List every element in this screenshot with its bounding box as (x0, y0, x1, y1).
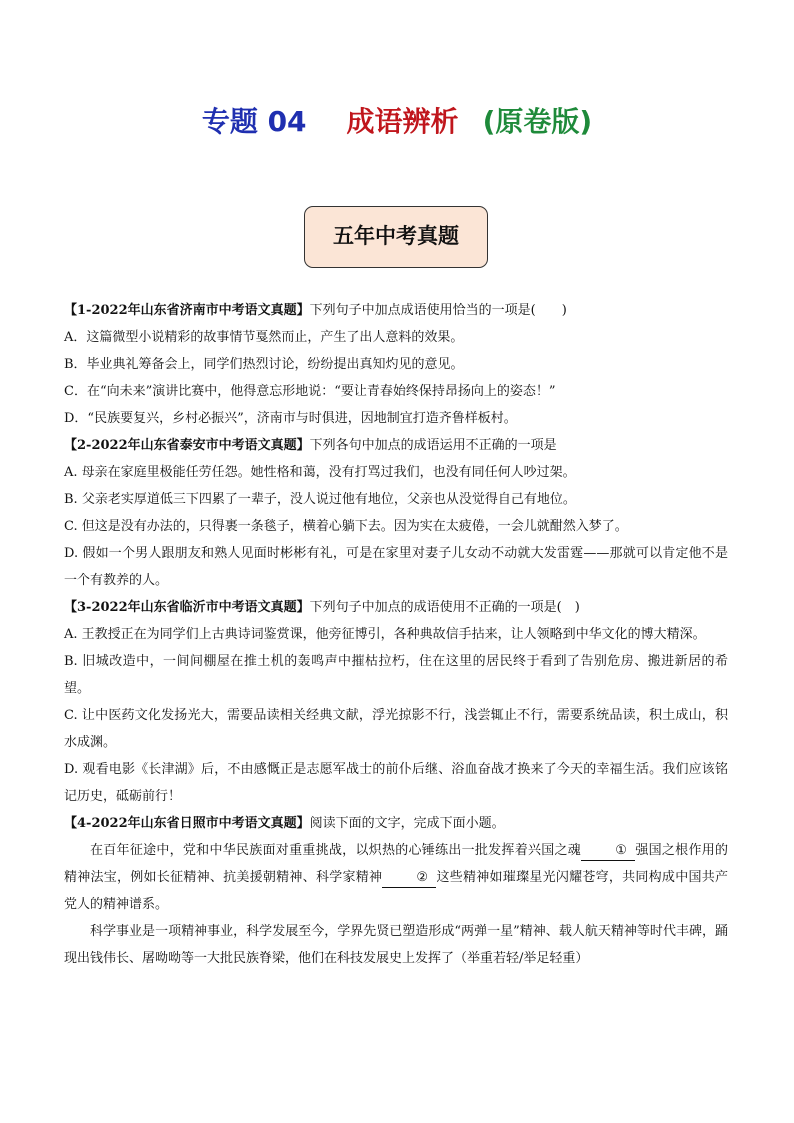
fill-blank-2: ② (382, 869, 436, 888)
question-1-text: 下列句子中加点成语使用恰当的一项是( ) (309, 303, 567, 318)
question-1-stem (64, 297, 728, 324)
question-1-source: 【1-2022年山东省济南市中考语文真题】 (64, 303, 310, 318)
question-1-option-c: C．在“向未来”演讲比赛中，他得意忘形地说：“要让青春始终保持昂扬向上的姿态！” (64, 384, 556, 399)
question-3-text: 下列句子中加点的成语使用不正确的一项是( ) (309, 600, 580, 615)
question-4-text: 阅读下面的文字，完成下面小题。 (309, 816, 505, 831)
question-2-option-c: C. 但这是没有办法的，只得裹一条毯子，横着心躺下去。因为实在太疲倦，一会儿就酣然入梦了。 (64, 519, 628, 534)
question-1-option-d: D．“民族要复兴，乡村必振兴”，济南市与时俱进，因地制宜打造齐鲁样板村。 (64, 411, 517, 426)
question-2-option-a: A. 母亲在家庭里极能任劳任怨。她性格和蔼，没有打骂过我们，也没有同任何人吵过架。 (64, 465, 576, 480)
question-3-stem (64, 594, 728, 621)
question-4-stem (64, 810, 728, 837)
question-2-text: 下列各句中加点的成语运用不正确的一项是 (309, 438, 557, 453)
page-title (0, 104, 794, 140)
question-1-option-a: A．这篇微型小说精彩的故事情节戛然而止，产生了出人意料的效果。 (64, 330, 464, 345)
question-3-source: 【3-2022年山东省临沂市中考语文真题】 (64, 600, 310, 615)
paragraph-1-part-a: 在百年征途中，党和中华民族面对重重挑战，以炽热的心锤练出一批发挥着兴国之魂 (90, 843, 582, 858)
question-4-source: 【4-2022年山东省日照市中考语文真题】 (64, 816, 310, 831)
question-3-option-b: B. 旧城改造中，一间间棚屋在推土机的轰鸣声中摧枯拉朽，住在这里的居民终于看到了告别危房、搬进新居的希望。 (64, 654, 728, 696)
question-4-paragraph-1 (64, 837, 728, 918)
question-2-option-d: D. 假如一个男人跟朋友和熟人见面时彬彬有礼，可是在家里对妻子儿女动不动就大发雷霆——那就可以肯定他不是一个有教养的人。 (64, 546, 728, 588)
question-2-source: 【2-2022年山东省泰安市中考语文真题】 (64, 438, 310, 453)
question-1-option-b: B．毕业典礼筹备会上，同学们热烈讨论，纷纷提出真知灼见的意见。 (64, 357, 464, 372)
question-3-option-c: C. 让中医药文化发扬光大，需要品读相关经典文献，浮光掠影不行，浅尝辄止不行，需要系统品读，积土成山，积水成渊。 (64, 708, 728, 750)
question-3-option-a: A. 王教授正在为同学们上古典诗词鉴赏课，他旁征博引，各种典故信手拈来，让人领略到中华文化的博大精深。 (64, 627, 706, 642)
title-topic-name: 成语辨析 (346, 105, 459, 138)
fill-blank-1: ① (581, 842, 635, 861)
section-heading-box: 五年中考真题 (304, 206, 488, 268)
title-topic-number: 专题 04 (201, 105, 307, 138)
paragraph-1-part-c: 这些精神如璀璨星光闪耀苍穹，共同构成中国共产党人的精神谱系。 (64, 870, 728, 912)
question-3-option-d: D. 观看电影《长津湖》后，不由感慨正是志愿军战士的前仆后继、浴血奋战才换来了今天的幸福生活。我们应该铭记历史，砥砺前行！ (64, 762, 728, 804)
question-4-paragraph-2: 科学事业是一项精神事业，科学发展至今，学界先贤已塑造形成“两弹一星”精神、载人航天精神等时代丰碑，踊现出钱伟长、屠呦呦等一大批民族脊梁，他们在科技发展史上发挥了（举重若轻/举足轻重） (64, 924, 728, 966)
paragraph-1-part-b: 强国之根作用的精神法宝，例如长征精神、抗美援朝精神、科学家精神 (64, 843, 728, 885)
question-2-stem (64, 432, 728, 459)
question-2-option-b: B. 父亲老实厚道低三下四累了一辈子，没人说过他有地位，父亲也从没觉得自己有地位。 (64, 492, 576, 507)
title-version: (原卷版) (482, 105, 593, 138)
question-content (64, 297, 728, 972)
